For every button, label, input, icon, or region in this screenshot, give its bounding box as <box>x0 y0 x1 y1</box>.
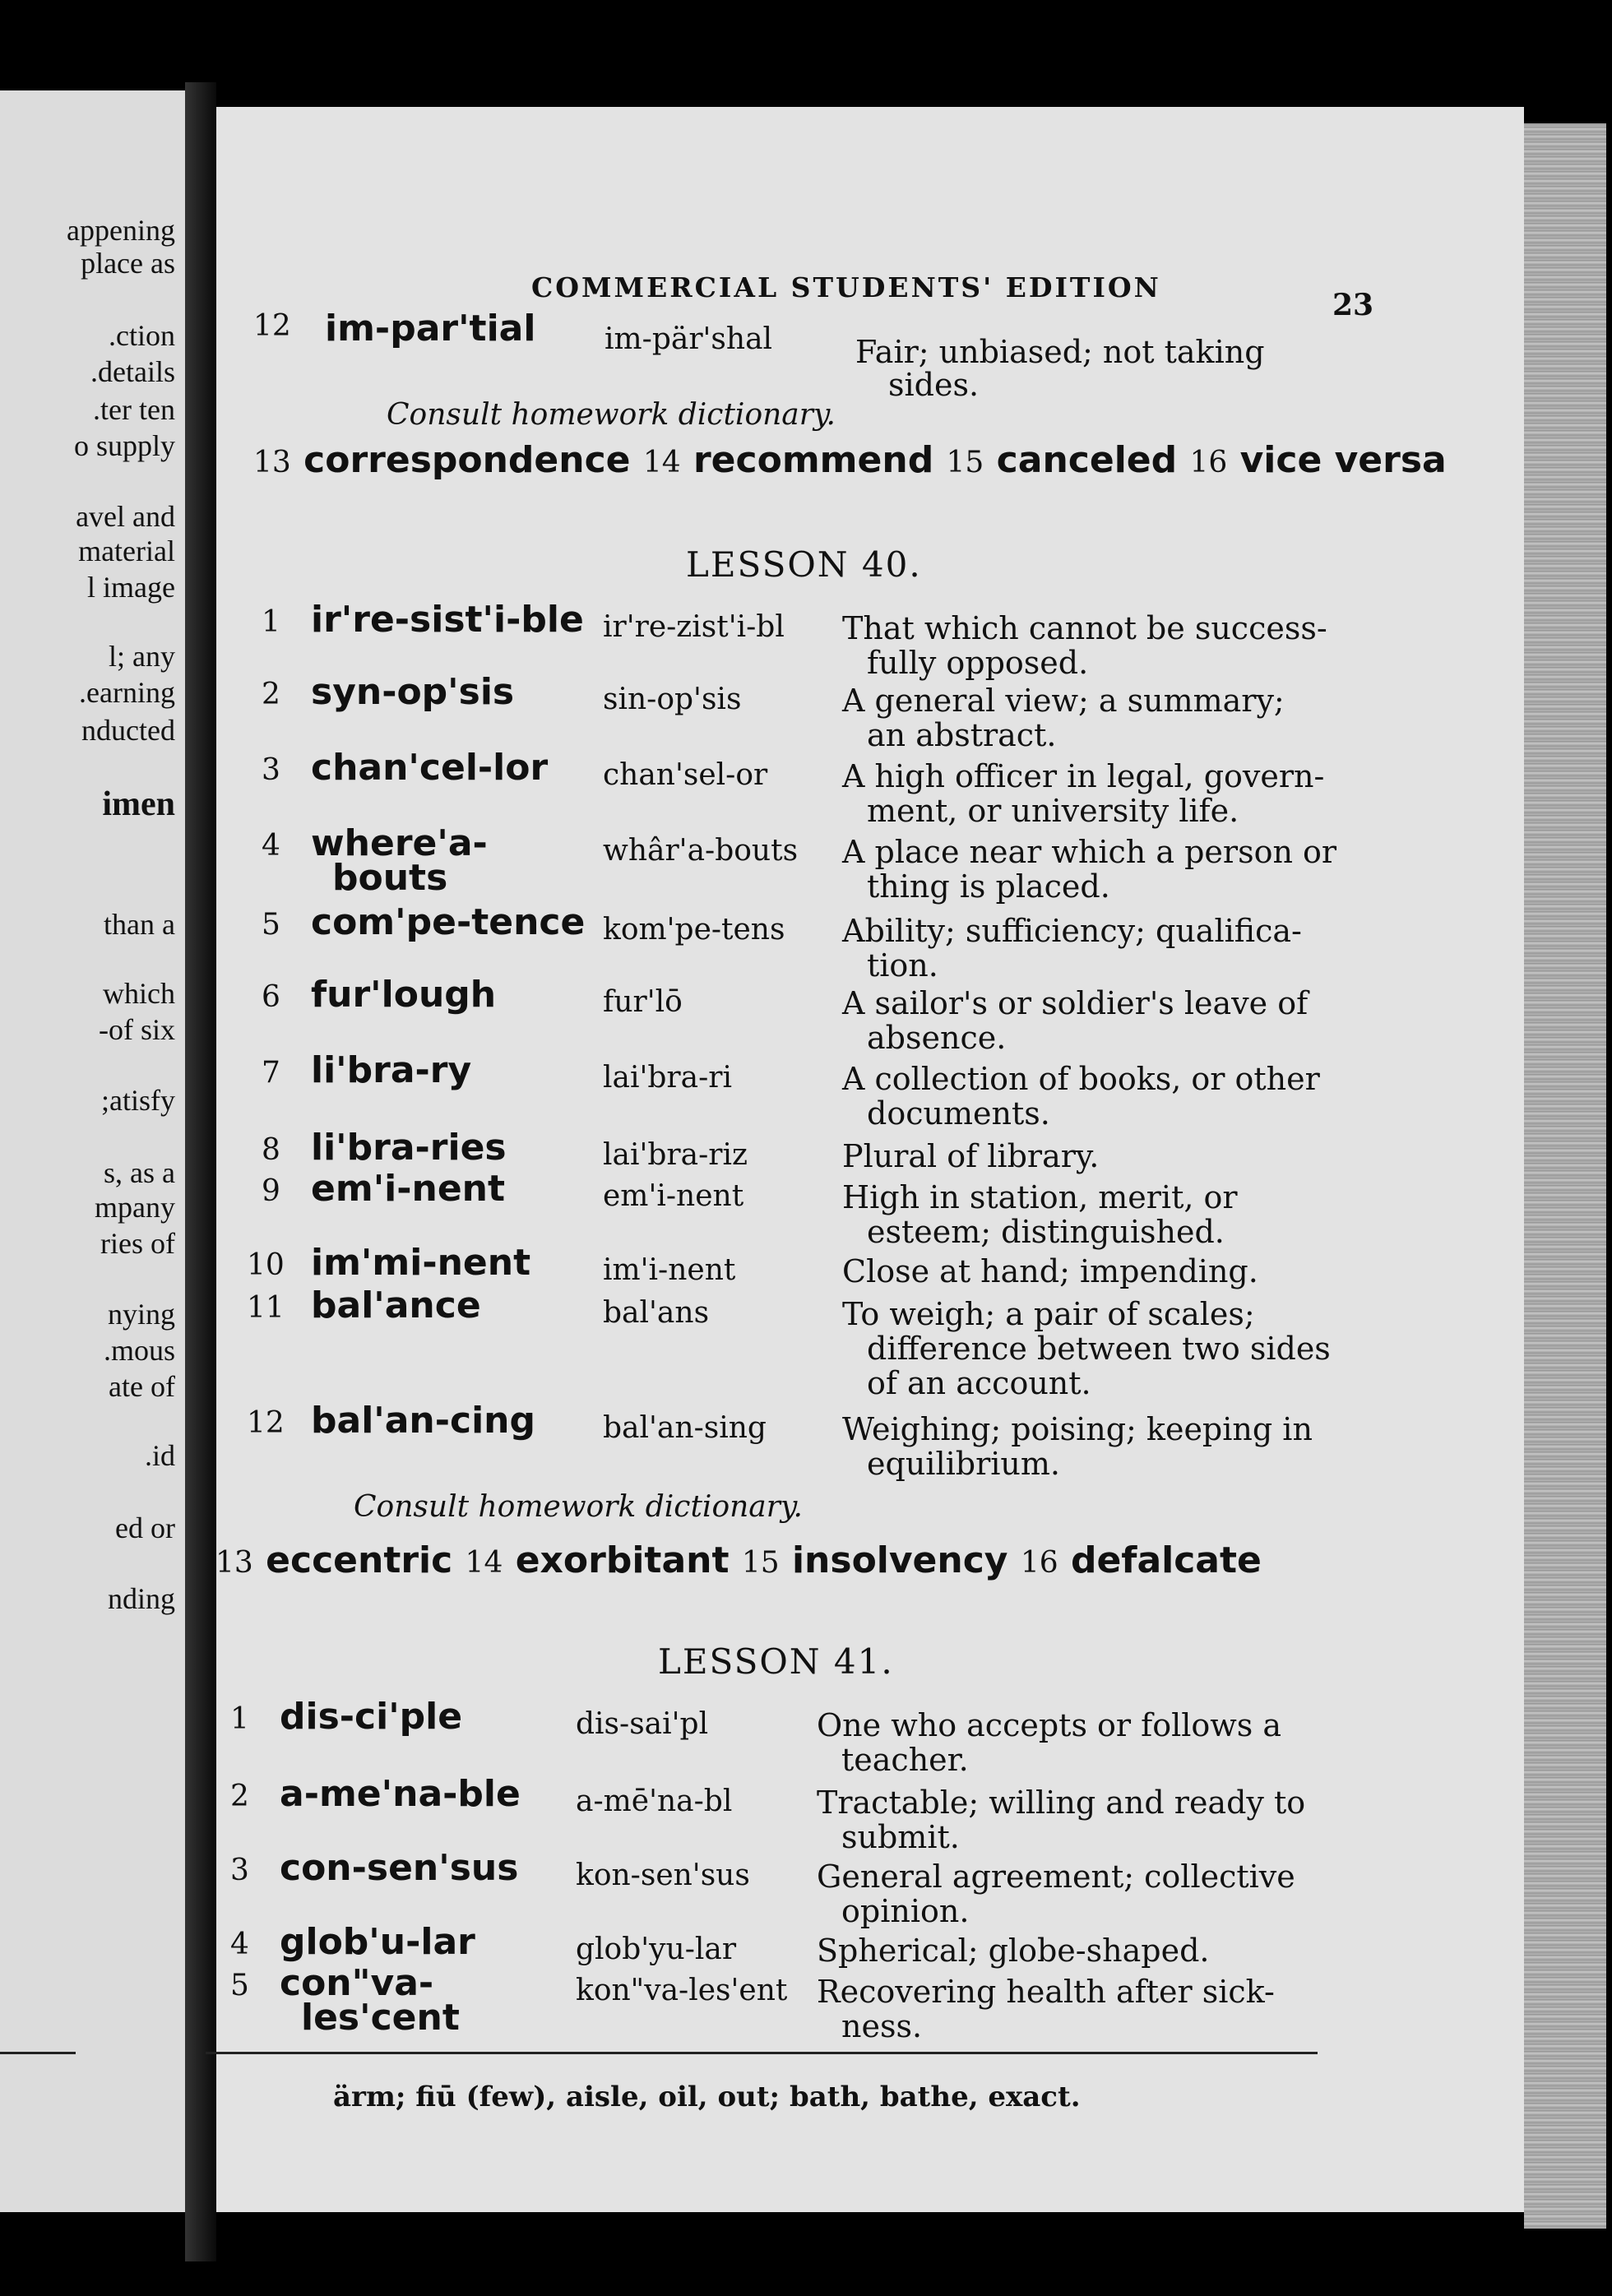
left-page-text-fragment: which <box>103 977 175 1010</box>
vocab-word: defalcate <box>1070 1539 1262 1581</box>
entry-word: con"va- <box>280 1962 434 2004</box>
entry-definition: A general view; a summary; <box>842 683 1285 719</box>
left-page-text-fragment: l; any <box>109 640 175 673</box>
left-page-text-fragment: ries of <box>100 1227 175 1260</box>
consult-note: Consult homework dictionary. <box>354 1490 803 1524</box>
entry-number: 1 <box>230 1702 249 1736</box>
entry-pronunciation: whâr'a-bouts <box>603 834 799 868</box>
entry-definition: Tractable; willing and ready to <box>817 1784 1306 1821</box>
left-page-fragment <box>0 90 185 2212</box>
entry-definition: That which cannot be success- <box>842 610 1327 646</box>
entry-definition: Fair; unbiased; not taking <box>855 334 1265 370</box>
entry-pronunciation: em'i-nent <box>603 1179 744 1213</box>
left-page-text-fragment: place as <box>81 247 175 280</box>
vocab-word: eccentric <box>266 1539 453 1581</box>
entry-definition: High in station, merit, or <box>842 1179 1238 1215</box>
entry-number: 5 <box>230 1969 249 2002</box>
left-page-text-fragment: of six- <box>99 1013 175 1046</box>
entry-number: 12 <box>247 1406 285 1440</box>
vocab-number: 15 <box>946 446 984 479</box>
entry-definition: A high officer in legal, govern- <box>842 758 1325 794</box>
entry-definition: To weigh; a pair of scales; <box>842 1296 1255 1332</box>
entry-definition: Plural of library. <box>842 1138 1100 1174</box>
vocab-number: 14 <box>465 1546 503 1580</box>
entry-word: im-par'tial <box>325 308 536 349</box>
lesson-title: LESSON 41. <box>658 1641 894 1682</box>
vocab-list-row <box>215 1539 1262 1581</box>
vocab-word: insolvency <box>791 1539 1008 1581</box>
entry-number: 12 <box>253 309 291 343</box>
footer-rule <box>206 2052 1318 2054</box>
entry-word: fur'lough <box>311 974 497 1016</box>
left-page-text-fragment: appening <box>67 214 175 247</box>
entry-word-cont: bouts <box>332 857 448 899</box>
vocab-word: canceled <box>996 439 1178 481</box>
running-header: COMMERCIAL STUDENTS' EDITION <box>531 271 1161 303</box>
page-edges <box>1524 123 1606 2229</box>
entry-word: com'pe-tence <box>311 901 586 943</box>
left-page-text-fragment: o supply <box>73 429 175 462</box>
entry-pronunciation: glob'yu-lar <box>576 1933 737 1966</box>
left-page-text-fragment: nducted <box>81 714 175 747</box>
pronunciation-key: ärm; fiū (few), aisle, oil, out; bath, bathe, exact. <box>333 2081 1081 2113</box>
entry-number: 10 <box>247 1248 285 1282</box>
entry-definition-cont: equilibrium. <box>867 1446 1060 1482</box>
entry-number: 4 <box>230 1928 249 1961</box>
left-page-text-fragment: atisfy; <box>101 1084 175 1117</box>
left-page-text-fragment: details. <box>90 355 175 388</box>
entry-definition-cont: an abstract. <box>867 717 1057 753</box>
left-page-text-fragment: mous. <box>103 1334 175 1367</box>
entry-definition-cont: sides. <box>888 367 980 403</box>
entry-word: where'a- <box>311 822 488 864</box>
entry-pronunciation: kom'pe-tens <box>603 913 785 947</box>
entry-definition-cont: submit. <box>841 1819 960 1855</box>
left-page-text-fragment: mpany <box>95 1191 175 1224</box>
left-page-text-fragment: ate of <box>109 1370 175 1403</box>
entry-definition-cont: esteem; distinguished. <box>867 1214 1225 1250</box>
entry-pronunciation: lai'bra-riz <box>603 1138 748 1172</box>
vocab-number: 16 <box>1189 446 1228 479</box>
entry-definition: Weighing; poising; keeping in <box>842 1411 1313 1447</box>
left-page-text-fragment: than a <box>104 908 175 941</box>
lesson-title: LESSON 40. <box>686 544 922 585</box>
left-page-text-fragment: id. <box>144 1439 175 1472</box>
entry-pronunciation: im-pär'shal <box>604 322 773 356</box>
entry-word: ir're-sist'i-ble <box>311 599 584 641</box>
entry-word: syn-op'sis <box>311 671 515 713</box>
consult-note: Consult homework dictionary. <box>387 398 836 432</box>
entry-word: bal'ance <box>311 1285 481 1326</box>
entry-definition-cont: opinion. <box>841 1893 970 1929</box>
entry-definition-cont: of an account. <box>867 1365 1091 1401</box>
entry-number: 9 <box>262 1174 280 1208</box>
vocab-number: 15 <box>741 1546 780 1580</box>
left-page-text-fragment: nying <box>107 1298 175 1331</box>
entry-number: 3 <box>262 753 280 787</box>
vocab-list-row <box>253 439 1447 481</box>
vocab-word: exorbitant <box>515 1539 730 1581</box>
left-page-text-fragment: ter ten. <box>93 393 175 426</box>
book-spine <box>185 82 216 2261</box>
left-page-rule <box>0 2052 76 2054</box>
entry-pronunciation: kon-sen'sus <box>576 1859 750 1892</box>
left-page-text-fragment: avel and <box>76 500 175 533</box>
entry-definition-cont: difference between two sides <box>867 1331 1331 1367</box>
entry-number: 2 <box>230 1780 249 1813</box>
entry-definition: A place near which a person or <box>842 834 1337 870</box>
entry-definition-cont: tion. <box>867 947 938 984</box>
entry-number: 4 <box>262 829 280 863</box>
entry-definition: Spherical; globe-shaped. <box>817 1933 1210 1969</box>
entry-word: dis-ci'ple <box>280 1696 463 1738</box>
entry-word: glob'u-lar <box>280 1921 475 1963</box>
entry-definition-cont: documents. <box>867 1095 1050 1132</box>
entry-pronunciation: dis-sai'pl <box>576 1707 709 1741</box>
vocab-number: 13 <box>253 446 291 479</box>
entry-definition: Recovering health after sick- <box>817 1974 1275 2010</box>
entry-definition-cont: absence. <box>867 1020 1007 1056</box>
left-page-text-fragment: imen <box>102 785 175 823</box>
page-number: 23 <box>1332 288 1374 322</box>
entry-word: li'bra-ries <box>311 1127 507 1169</box>
vocab-number: 16 <box>1020 1546 1058 1580</box>
vocab-number: 14 <box>642 446 681 479</box>
entry-definition-cont: teacher. <box>841 1742 969 1778</box>
left-page-text-fragment: earning. <box>79 676 175 709</box>
entry-number: 5 <box>262 908 280 942</box>
entry-definition: Ability; sufficiency; qualifica- <box>842 913 1302 949</box>
entry-number: 3 <box>230 1854 249 1887</box>
vocab-word: recommend <box>693 439 934 481</box>
entry-pronunciation: ir're-zist'i-bl <box>603 610 785 644</box>
entry-pronunciation: sin-op'sis <box>603 683 742 716</box>
entry-pronunciation: a-mē'na-bl <box>576 1784 733 1818</box>
vocab-word: vice versa <box>1239 439 1447 481</box>
entry-word-cont: les'cent <box>301 1997 460 2039</box>
left-page-text-fragment: ction. <box>109 319 175 352</box>
entry-word: em'i-nent <box>311 1168 506 1210</box>
vocab-word: correspondence <box>303 439 631 481</box>
entry-pronunciation: lai'bra-ri <box>603 1061 732 1095</box>
entry-pronunciation: im'i-nent <box>603 1253 736 1287</box>
vocab-number: 13 <box>215 1546 253 1580</box>
entry-definition: A collection of books, or other <box>842 1061 1320 1097</box>
entry-number: 8 <box>262 1133 280 1167</box>
entry-word: chan'cel-lor <box>311 747 549 789</box>
entry-word: im'mi-nent <box>311 1242 531 1284</box>
entry-number: 11 <box>247 1291 285 1325</box>
entry-number: 6 <box>262 980 280 1014</box>
entry-number: 7 <box>262 1056 280 1090</box>
entry-definition-cont: ment, or university life. <box>867 793 1239 829</box>
entry-number: 2 <box>262 678 280 711</box>
entry-definition: General agreement; collective <box>817 1859 1295 1895</box>
entry-word: bal'an-cing <box>311 1400 536 1442</box>
left-page-text-fragment: ed or <box>115 1511 175 1544</box>
entry-pronunciation: kon"va-les'ent <box>576 1974 788 2007</box>
entry-definition-cont: fully opposed. <box>867 645 1089 681</box>
entry-definition-cont: thing is placed. <box>867 868 1110 905</box>
entry-word: a-me'na-ble <box>280 1773 521 1815</box>
left-page-text-fragment: material <box>78 535 175 567</box>
entry-number: 1 <box>262 605 280 639</box>
entry-word: con-sen'sus <box>280 1847 519 1889</box>
entry-definition: One who accepts or follows a <box>817 1707 1282 1743</box>
entry-pronunciation: chan'sel-or <box>603 758 768 792</box>
entry-pronunciation: fur'lō <box>603 985 683 1019</box>
entry-definition: A sailor's or soldier's leave of <box>842 985 1309 1021</box>
entry-definition: Close at hand; impending. <box>842 1253 1258 1289</box>
left-page-text-fragment: nding <box>107 1582 175 1615</box>
left-page-text-fragment: s, as a <box>104 1156 175 1189</box>
entry-word: li'bra-ry <box>311 1049 472 1091</box>
left-page-text-fragment: l image <box>87 571 175 604</box>
entry-pronunciation: bal'ans <box>603 1296 710 1330</box>
entry-pronunciation: bal'an-sing <box>603 1411 767 1445</box>
entry-definition-cont: ness. <box>841 2008 923 2044</box>
